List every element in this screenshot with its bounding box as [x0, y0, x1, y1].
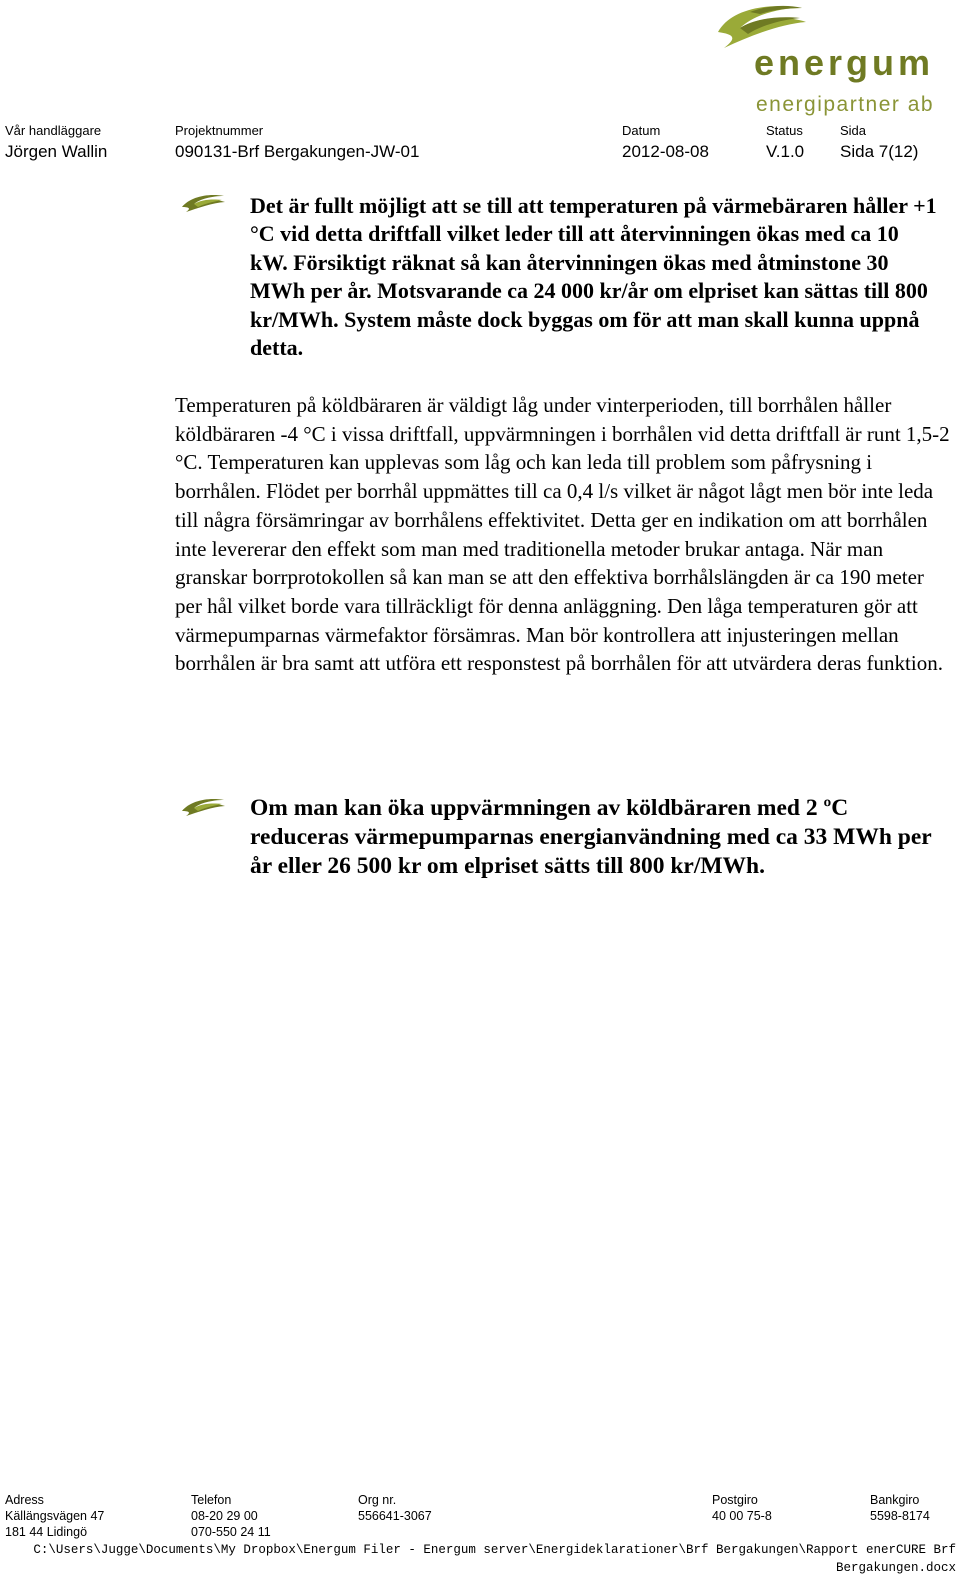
datum-label: Datum: [622, 123, 661, 138]
highlight-recovery: Det är fullt möjligt att se till att temperaturen på värmebäraren håller +1 °C vid detta driftfall vilket leder till att återvinningen ökas med ca 10 kW. Försiktigt räknat så kan återvinningen ökas med åtminstone 30 MWh per år. Motsvarande ca 24 000 kr/år om elpriset kan sättas till 800 kr/MWh. System måste dock byggas om för att man skall kunna uppnå detta.: [250, 193, 937, 361]
postgiro-value: 40 00 75-8: [712, 1509, 772, 1523]
footer-telefon: [191, 1492, 271, 1540]
energum-swoosh-icon: [180, 193, 226, 213]
footer-bankgiro: [870, 1492, 930, 1524]
file-path-line1: C:\Users\Jugge\Documents\My Dropbox\Energum Filer - Energum server\Energideklarationer\Brf Bergakungen\Rapport enerCURE Brf: [33, 1543, 956, 1557]
bankgiro-label: Bankgiro: [870, 1493, 920, 1507]
footer-file-path: [0, 1541, 956, 1577]
telefon-label: Telefon: [191, 1493, 232, 1507]
logo-wordmark: energum: [754, 42, 935, 83]
header-status: [766, 123, 804, 163]
footer-org: [358, 1492, 432, 1524]
status-label: Status: [766, 123, 803, 138]
file-path-line2: Bergakungen.docx: [835, 1561, 956, 1575]
postgiro-label: Postgiro: [712, 1493, 758, 1507]
footer-adress: [5, 1492, 104, 1540]
adress-line1: Källängsvägen 47: [5, 1509, 105, 1523]
logo-tagline: energipartner ab: [756, 93, 935, 116]
body-paragraph-borrhal: Temperaturen på köldbäraren är väldigt låg under vinterperioden, till borrhålen håller köldbäraren -4 °C i vissa driftfall, uppvärmningen i borrhålen vid detta driftfall är runt 1,5-2 °C. Temperaturen kan upplevas som låg och kan leda till problem som påfrysning i borrhålen. Flödet per borrhål uppmättes till ca 0,4 l/s vilket är något lågt men bör inte leda till några försämringar av borrhålens effektivitet. Detta ger en indikation om att borrhålen inte levererar den effekt som man med traditionella metoder brukar antaga. När man granskar borrprotokollen så kan man se att den effektiva borrhålslängden är ca 190 meter per hål vilket borde vara tillräckligt för denna anläggning. Den låga temperaturen gör att värmepumparnas värmefaktor försämras. Man bör kontrollera att injusteringen mellan borrhålen är bra samt att utföra ett responstest på borrhålen för att utvärdera deras funktion.: [175, 393, 950, 676]
projekt-value: 090131-Brf Bergakungen-JW-01: [175, 142, 420, 161]
document-header: [5, 123, 955, 167]
energum-swoosh-icon: [180, 797, 226, 817]
energum-logo: [700, 0, 960, 120]
header-datum: [622, 123, 709, 163]
sida-value: Sida 7(12): [840, 142, 919, 161]
header-handlaggare: [5, 123, 107, 163]
org-value: 556641-3067: [358, 1509, 432, 1523]
sida-label: Sida: [840, 123, 867, 138]
status-value: V.1.0: [766, 142, 805, 161]
handlaggare-value: Jörgen Wallin: [5, 142, 108, 161]
footer-postgiro: [712, 1492, 772, 1524]
bankgiro-value: 5598-8174: [870, 1509, 930, 1523]
header-sida: [840, 123, 918, 163]
adress-line2: 181 44 Lidingö: [5, 1525, 88, 1539]
org-label: Org nr.: [358, 1493, 397, 1507]
telefon-line2: 070-550 24 11: [191, 1525, 271, 1539]
projekt-label: Projektnummer: [175, 123, 264, 138]
handlaggare-label: Vår handläggare: [5, 123, 102, 138]
datum-value: 2012-08-08: [622, 142, 709, 161]
adress-label: Adress: [5, 1493, 44, 1507]
telefon-line1: 08-20 29 00: [191, 1509, 258, 1523]
header-projekt: [175, 123, 419, 163]
highlight-heating: Om man kan öka uppvärmningen av köldbäraren med 2 ºC reduceras värmepumparnas energianvändning med ca 33 MWh per år eller 26 500 kr om elpriset sätts till 800 kr/MWh.: [250, 795, 932, 879]
